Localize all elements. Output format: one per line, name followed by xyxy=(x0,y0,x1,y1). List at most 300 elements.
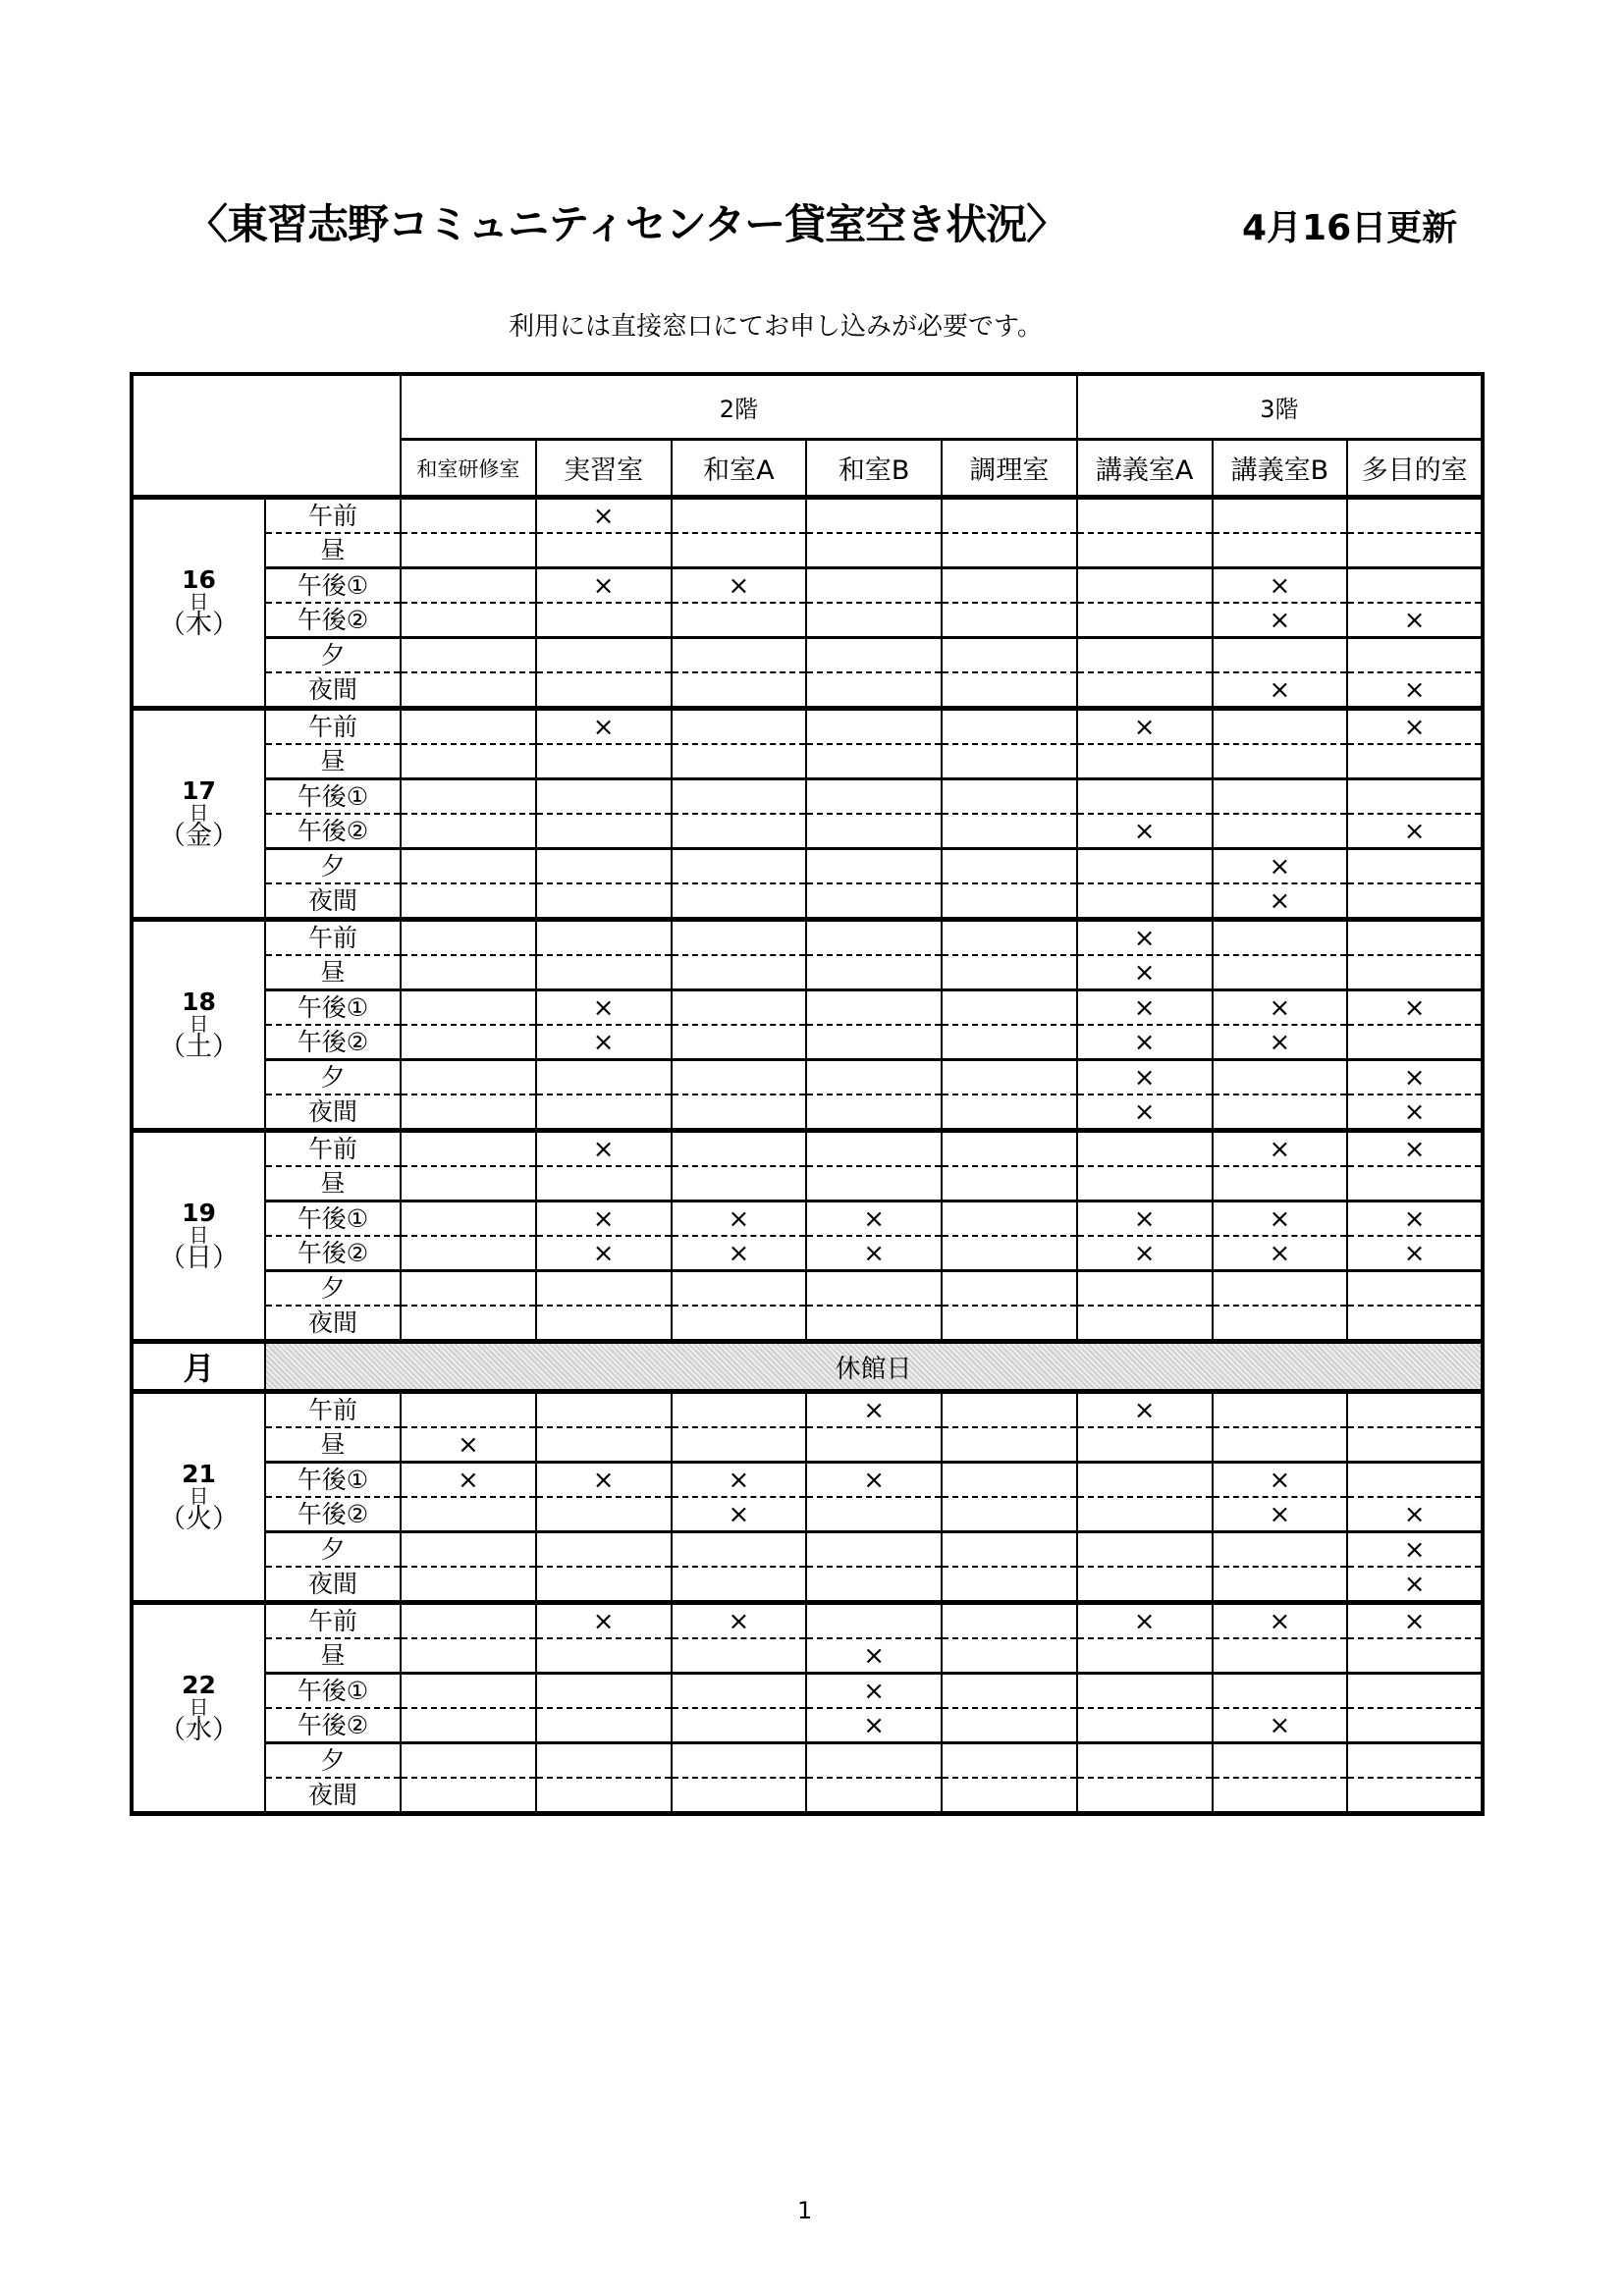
available-cell xyxy=(401,955,536,990)
available-cell xyxy=(1077,1463,1213,1498)
booked-mark: × xyxy=(1213,1603,1348,1639)
booked-mark: × xyxy=(536,568,672,604)
available-cell xyxy=(401,1638,536,1674)
available-cell xyxy=(401,814,536,849)
available-cell xyxy=(942,1708,1077,1743)
available-cell xyxy=(536,1497,672,1532)
available-cell xyxy=(806,1603,942,1639)
day-number: 22 xyxy=(182,1671,216,1699)
available-cell xyxy=(942,1201,1077,1237)
available-cell xyxy=(401,533,536,568)
room-header: 多目的室 xyxy=(1347,440,1483,498)
available-cell xyxy=(1077,1674,1213,1709)
available-cell xyxy=(942,1674,1077,1709)
available-cell xyxy=(1077,779,1213,815)
time-slot-label: 午後② xyxy=(265,814,401,849)
available-cell xyxy=(1077,533,1213,568)
available-cell xyxy=(401,1708,536,1743)
table-row xyxy=(132,1306,1483,1342)
booked-mark: × xyxy=(1077,1201,1213,1237)
booked-mark: × xyxy=(1213,568,1348,604)
available-cell xyxy=(806,1025,942,1060)
available-cell xyxy=(1213,920,1348,956)
available-cell xyxy=(1347,533,1483,568)
table-row xyxy=(132,990,1483,1026)
booked-mark: × xyxy=(1213,1131,1348,1167)
table-row xyxy=(132,955,1483,990)
booked-mark: × xyxy=(1347,672,1483,709)
available-cell xyxy=(401,1532,536,1568)
available-cell xyxy=(401,1392,536,1428)
available-cell xyxy=(672,1778,807,1814)
available-cell xyxy=(1213,1095,1348,1131)
table-row xyxy=(132,920,1483,956)
time-slot-label: 昼 xyxy=(265,1638,401,1674)
available-cell xyxy=(1213,744,1348,779)
table-row xyxy=(132,1427,1483,1463)
day-suffix: 日 xyxy=(189,1484,209,1508)
booked-mark: × xyxy=(1347,1095,1483,1131)
available-cell xyxy=(672,955,807,990)
available-cell xyxy=(672,990,807,1026)
available-cell xyxy=(806,1497,942,1532)
available-cell xyxy=(672,1131,807,1167)
available-cell xyxy=(401,672,536,709)
room-header: 講義室B xyxy=(1213,440,1348,498)
available-cell xyxy=(806,779,942,815)
time-slot-label: 午後① xyxy=(265,1463,401,1498)
floor-header-row xyxy=(132,374,1483,440)
booked-mark: × xyxy=(1347,814,1483,849)
booked-mark: × xyxy=(1213,883,1348,920)
table-row xyxy=(132,1201,1483,1237)
available-cell xyxy=(806,990,942,1026)
time-slot-label: 午後② xyxy=(265,603,401,638)
booked-mark: × xyxy=(672,1463,807,1498)
available-cell xyxy=(1347,849,1483,884)
available-cell xyxy=(536,1306,672,1342)
available-cell xyxy=(672,1532,807,1568)
available-cell xyxy=(1213,1638,1348,1674)
time-slot-label: 午前 xyxy=(265,498,401,534)
available-cell xyxy=(536,1166,672,1201)
available-cell xyxy=(401,1060,536,1095)
available-cell xyxy=(1077,1306,1213,1342)
booked-mark: × xyxy=(1347,1497,1483,1532)
available-cell xyxy=(1213,1166,1348,1201)
available-cell xyxy=(672,849,807,884)
available-cell xyxy=(401,1306,536,1342)
time-slot-label: 午後② xyxy=(265,1025,401,1060)
closed-day-label: 月 xyxy=(132,1342,265,1392)
table-row xyxy=(132,498,1483,534)
availability-table xyxy=(130,372,1485,1816)
day-suffix: 日 xyxy=(189,1223,209,1247)
weekday: （日） xyxy=(159,1243,239,1273)
table-row xyxy=(132,744,1483,779)
page-title: 〈東習志野コミュニティセンター貸室空き状況〉 xyxy=(187,200,1067,248)
booked-mark: × xyxy=(401,1427,536,1463)
table-row xyxy=(132,1463,1483,1498)
available-cell xyxy=(536,1708,672,1743)
available-cell xyxy=(536,1567,672,1603)
available-cell xyxy=(1347,779,1483,815)
available-cell xyxy=(942,498,1077,534)
available-cell xyxy=(536,533,672,568)
booked-mark: × xyxy=(672,1201,807,1237)
table-row xyxy=(132,1497,1483,1532)
available-cell xyxy=(806,814,942,849)
available-cell xyxy=(536,1743,672,1779)
time-slot-label: 午前 xyxy=(265,1603,401,1639)
available-cell xyxy=(401,779,536,815)
available-cell xyxy=(401,849,536,884)
available-cell xyxy=(806,1532,942,1568)
available-cell xyxy=(942,672,1077,709)
available-cell xyxy=(1213,1271,1348,1307)
room-header: 和室研修室 xyxy=(401,440,536,498)
available-cell xyxy=(401,744,536,779)
booked-mark: × xyxy=(1347,1201,1483,1237)
day-number: 21 xyxy=(182,1460,216,1488)
available-cell xyxy=(1077,1778,1213,1814)
available-cell xyxy=(942,1463,1077,1498)
corner-cell xyxy=(132,374,401,498)
table-row xyxy=(132,672,1483,709)
table-row xyxy=(132,1708,1483,1743)
booked-mark: × xyxy=(1347,990,1483,1026)
table-row xyxy=(132,883,1483,920)
available-cell xyxy=(806,568,942,604)
time-slot-label: 夕 xyxy=(265,1743,401,1779)
day-number: 18 xyxy=(182,988,216,1016)
available-cell xyxy=(806,1306,942,1342)
available-cell xyxy=(942,1567,1077,1603)
time-slot-label: 午後① xyxy=(265,1201,401,1237)
available-cell xyxy=(1077,1427,1213,1463)
available-cell xyxy=(942,920,1077,956)
available-cell xyxy=(1347,1778,1483,1814)
available-cell xyxy=(401,883,536,920)
available-cell xyxy=(942,1306,1077,1342)
available-cell xyxy=(536,1638,672,1674)
booked-mark: × xyxy=(536,1025,672,1060)
available-cell xyxy=(1347,568,1483,604)
available-cell xyxy=(1213,1427,1348,1463)
available-cell xyxy=(1347,1392,1483,1428)
booked-mark: × xyxy=(672,1603,807,1639)
booked-mark: × xyxy=(536,1603,672,1639)
available-cell xyxy=(536,638,672,673)
available-cell xyxy=(1077,568,1213,604)
available-cell xyxy=(806,1743,942,1779)
available-cell xyxy=(942,1025,1077,1060)
available-cell xyxy=(1077,1166,1213,1201)
available-cell xyxy=(536,920,672,956)
available-cell xyxy=(672,603,807,638)
available-cell xyxy=(942,883,1077,920)
available-cell xyxy=(1213,498,1348,534)
booked-mark: × xyxy=(1213,1708,1348,1743)
weekday: （金） xyxy=(159,821,239,851)
booked-mark: × xyxy=(1077,814,1213,849)
available-cell xyxy=(672,709,807,745)
time-slot-label: 昼 xyxy=(265,1427,401,1463)
closed-notice: 休館日 xyxy=(265,1342,1483,1392)
available-cell xyxy=(1347,1271,1483,1307)
available-cell xyxy=(1347,1674,1483,1709)
available-cell xyxy=(942,1427,1077,1463)
table-row xyxy=(132,1095,1483,1131)
time-slot-label: 午前 xyxy=(265,920,401,956)
page-number: 1 xyxy=(797,2197,813,2224)
available-cell xyxy=(401,1674,536,1709)
available-cell xyxy=(536,1674,672,1709)
available-cell xyxy=(401,603,536,638)
booked-mark: × xyxy=(1347,1567,1483,1603)
available-cell xyxy=(1213,814,1348,849)
available-cell xyxy=(401,1603,536,1639)
time-slot-label: 夜間 xyxy=(265,1095,401,1131)
booked-mark: × xyxy=(806,1392,942,1428)
available-cell xyxy=(401,1778,536,1814)
available-cell xyxy=(1213,779,1348,815)
booked-mark: × xyxy=(1347,709,1483,745)
time-slot-label: 午後② xyxy=(265,1497,401,1532)
available-cell xyxy=(1077,1708,1213,1743)
available-cell xyxy=(672,883,807,920)
time-slot-label: 昼 xyxy=(265,1166,401,1201)
available-cell xyxy=(1213,533,1348,568)
available-cell xyxy=(942,1236,1077,1271)
closed-day-row xyxy=(132,1342,1483,1392)
time-slot-label: 夕 xyxy=(265,1532,401,1568)
table-row xyxy=(132,1025,1483,1060)
day-number: 17 xyxy=(182,776,216,805)
available-cell xyxy=(672,1567,807,1603)
available-cell xyxy=(1213,1306,1348,1342)
table-row xyxy=(132,814,1483,849)
time-slot-label: 夕 xyxy=(265,1271,401,1307)
time-slot-label: 午後② xyxy=(265,1708,401,1743)
available-cell xyxy=(1347,1708,1483,1743)
table-row xyxy=(132,1674,1483,1709)
available-cell xyxy=(942,1778,1077,1814)
booked-mark: × xyxy=(1077,1095,1213,1131)
available-cell xyxy=(942,1392,1077,1428)
available-cell xyxy=(1077,849,1213,884)
available-cell xyxy=(1213,638,1348,673)
available-cell xyxy=(401,1166,536,1201)
weekday: （木） xyxy=(159,610,239,640)
available-cell xyxy=(942,1532,1077,1568)
available-cell xyxy=(1077,1532,1213,1568)
available-cell xyxy=(806,672,942,709)
available-cell xyxy=(1347,498,1483,534)
booked-mark: × xyxy=(806,1463,942,1498)
booked-mark: × xyxy=(806,1638,942,1674)
available-cell xyxy=(672,744,807,779)
available-cell xyxy=(806,1567,942,1603)
booked-mark: × xyxy=(1347,1236,1483,1271)
day-number: 19 xyxy=(182,1199,216,1227)
available-cell xyxy=(806,1778,942,1814)
booked-mark: × xyxy=(536,498,672,534)
booked-mark: × xyxy=(1077,1392,1213,1428)
time-slot-label: 夜間 xyxy=(265,883,401,920)
time-slot-label: 夜間 xyxy=(265,1778,401,1814)
weekday: （水） xyxy=(159,1715,239,1745)
available-cell xyxy=(672,1638,807,1674)
available-cell xyxy=(536,1778,672,1814)
available-cell xyxy=(1077,1567,1213,1603)
table-row xyxy=(132,603,1483,638)
available-cell xyxy=(806,1427,942,1463)
room-header: 和室B xyxy=(806,440,942,498)
available-cell xyxy=(536,883,672,920)
available-cell xyxy=(806,498,942,534)
booked-mark: × xyxy=(1077,1060,1213,1095)
available-cell xyxy=(1347,1025,1483,1060)
time-slot-label: 午後① xyxy=(265,1674,401,1709)
room-header: 調理室 xyxy=(942,440,1077,498)
available-cell xyxy=(672,1743,807,1779)
available-cell xyxy=(942,990,1077,1026)
available-cell xyxy=(401,920,536,956)
available-cell xyxy=(536,955,672,990)
available-cell xyxy=(1077,883,1213,920)
table-row xyxy=(132,1392,1483,1428)
booked-mark: × xyxy=(1213,603,1348,638)
table-row xyxy=(132,1060,1483,1095)
available-cell xyxy=(942,709,1077,745)
available-cell xyxy=(942,1166,1077,1201)
day-suffix: 日 xyxy=(189,590,209,614)
available-cell xyxy=(942,568,1077,604)
time-slot-label: 夜間 xyxy=(265,672,401,709)
available-cell xyxy=(1213,1567,1348,1603)
table-row xyxy=(132,568,1483,604)
available-cell xyxy=(942,1095,1077,1131)
available-cell xyxy=(401,638,536,673)
available-cell xyxy=(942,779,1077,815)
day-label xyxy=(132,1392,265,1603)
booked-mark: × xyxy=(1347,1532,1483,1568)
available-cell xyxy=(1347,1427,1483,1463)
day-suffix: 日 xyxy=(189,1695,209,1719)
day-label xyxy=(132,498,265,709)
available-cell xyxy=(1347,955,1483,990)
day-suffix: 日 xyxy=(189,1012,209,1036)
application-note: 利用には直接窓口にてお申し込みが必要です。 xyxy=(509,312,1043,342)
available-cell xyxy=(1213,1060,1348,1095)
available-cell xyxy=(401,568,536,604)
available-cell xyxy=(401,498,536,534)
available-cell xyxy=(536,603,672,638)
available-cell xyxy=(806,603,942,638)
time-slot-label: 午後② xyxy=(265,1236,401,1271)
booked-mark: × xyxy=(672,1236,807,1271)
booked-mark: × xyxy=(1213,672,1348,709)
available-cell xyxy=(1213,955,1348,990)
table-row xyxy=(132,638,1483,673)
booked-mark: × xyxy=(536,990,672,1026)
available-cell xyxy=(806,1271,942,1307)
booked-mark: × xyxy=(1213,990,1348,1026)
day-suffix: 日 xyxy=(189,801,209,825)
available-cell xyxy=(942,1060,1077,1095)
available-cell xyxy=(1077,603,1213,638)
available-cell xyxy=(672,1271,807,1307)
available-cell xyxy=(536,849,672,884)
available-cell xyxy=(942,1497,1077,1532)
table-row xyxy=(132,1743,1483,1779)
booked-mark: × xyxy=(1213,1201,1348,1237)
available-cell xyxy=(536,1532,672,1568)
available-cell xyxy=(1213,1743,1348,1779)
available-cell xyxy=(1077,1271,1213,1307)
available-cell xyxy=(1213,709,1348,745)
available-cell xyxy=(672,814,807,849)
available-cell xyxy=(1077,1743,1213,1779)
available-cell xyxy=(536,814,672,849)
available-cell xyxy=(1077,498,1213,534)
weekday: （火） xyxy=(159,1504,239,1534)
time-slot-label: 午後① xyxy=(265,568,401,604)
table-row xyxy=(132,1236,1483,1271)
table-row xyxy=(132,1778,1483,1814)
available-cell xyxy=(942,1603,1077,1639)
available-cell xyxy=(806,1166,942,1201)
available-cell xyxy=(942,744,1077,779)
available-cell xyxy=(672,779,807,815)
available-cell xyxy=(806,744,942,779)
available-cell xyxy=(401,1567,536,1603)
booked-mark: × xyxy=(1077,990,1213,1026)
available-cell xyxy=(1347,1743,1483,1779)
available-cell xyxy=(1213,1674,1348,1709)
booked-mark: × xyxy=(1077,920,1213,956)
time-slot-label: 夕 xyxy=(265,849,401,884)
booked-mark: × xyxy=(1213,1236,1348,1271)
booked-mark: × xyxy=(1213,1463,1348,1498)
available-cell xyxy=(536,1427,672,1463)
booked-mark: × xyxy=(1213,849,1348,884)
available-cell xyxy=(942,603,1077,638)
booked-mark: × xyxy=(1077,1236,1213,1271)
available-cell xyxy=(672,1674,807,1709)
table-row xyxy=(132,1271,1483,1307)
available-cell xyxy=(1077,638,1213,673)
booked-mark: × xyxy=(1077,955,1213,990)
available-cell xyxy=(672,498,807,534)
time-slot-label: 夜間 xyxy=(265,1306,401,1342)
available-cell xyxy=(806,955,942,990)
booked-mark: × xyxy=(536,709,672,745)
room-header: 和室A xyxy=(672,440,807,498)
available-cell xyxy=(806,883,942,920)
available-cell xyxy=(672,1392,807,1428)
booked-mark: × xyxy=(1213,1025,1348,1060)
available-cell xyxy=(672,638,807,673)
booked-mark: × xyxy=(536,1236,672,1271)
available-cell xyxy=(1347,920,1483,956)
day-label xyxy=(132,1603,265,1814)
available-cell xyxy=(1347,1638,1483,1674)
time-slot-label: 午前 xyxy=(265,709,401,745)
floor-header: 2階 xyxy=(401,374,1077,440)
table-row xyxy=(132,533,1483,568)
